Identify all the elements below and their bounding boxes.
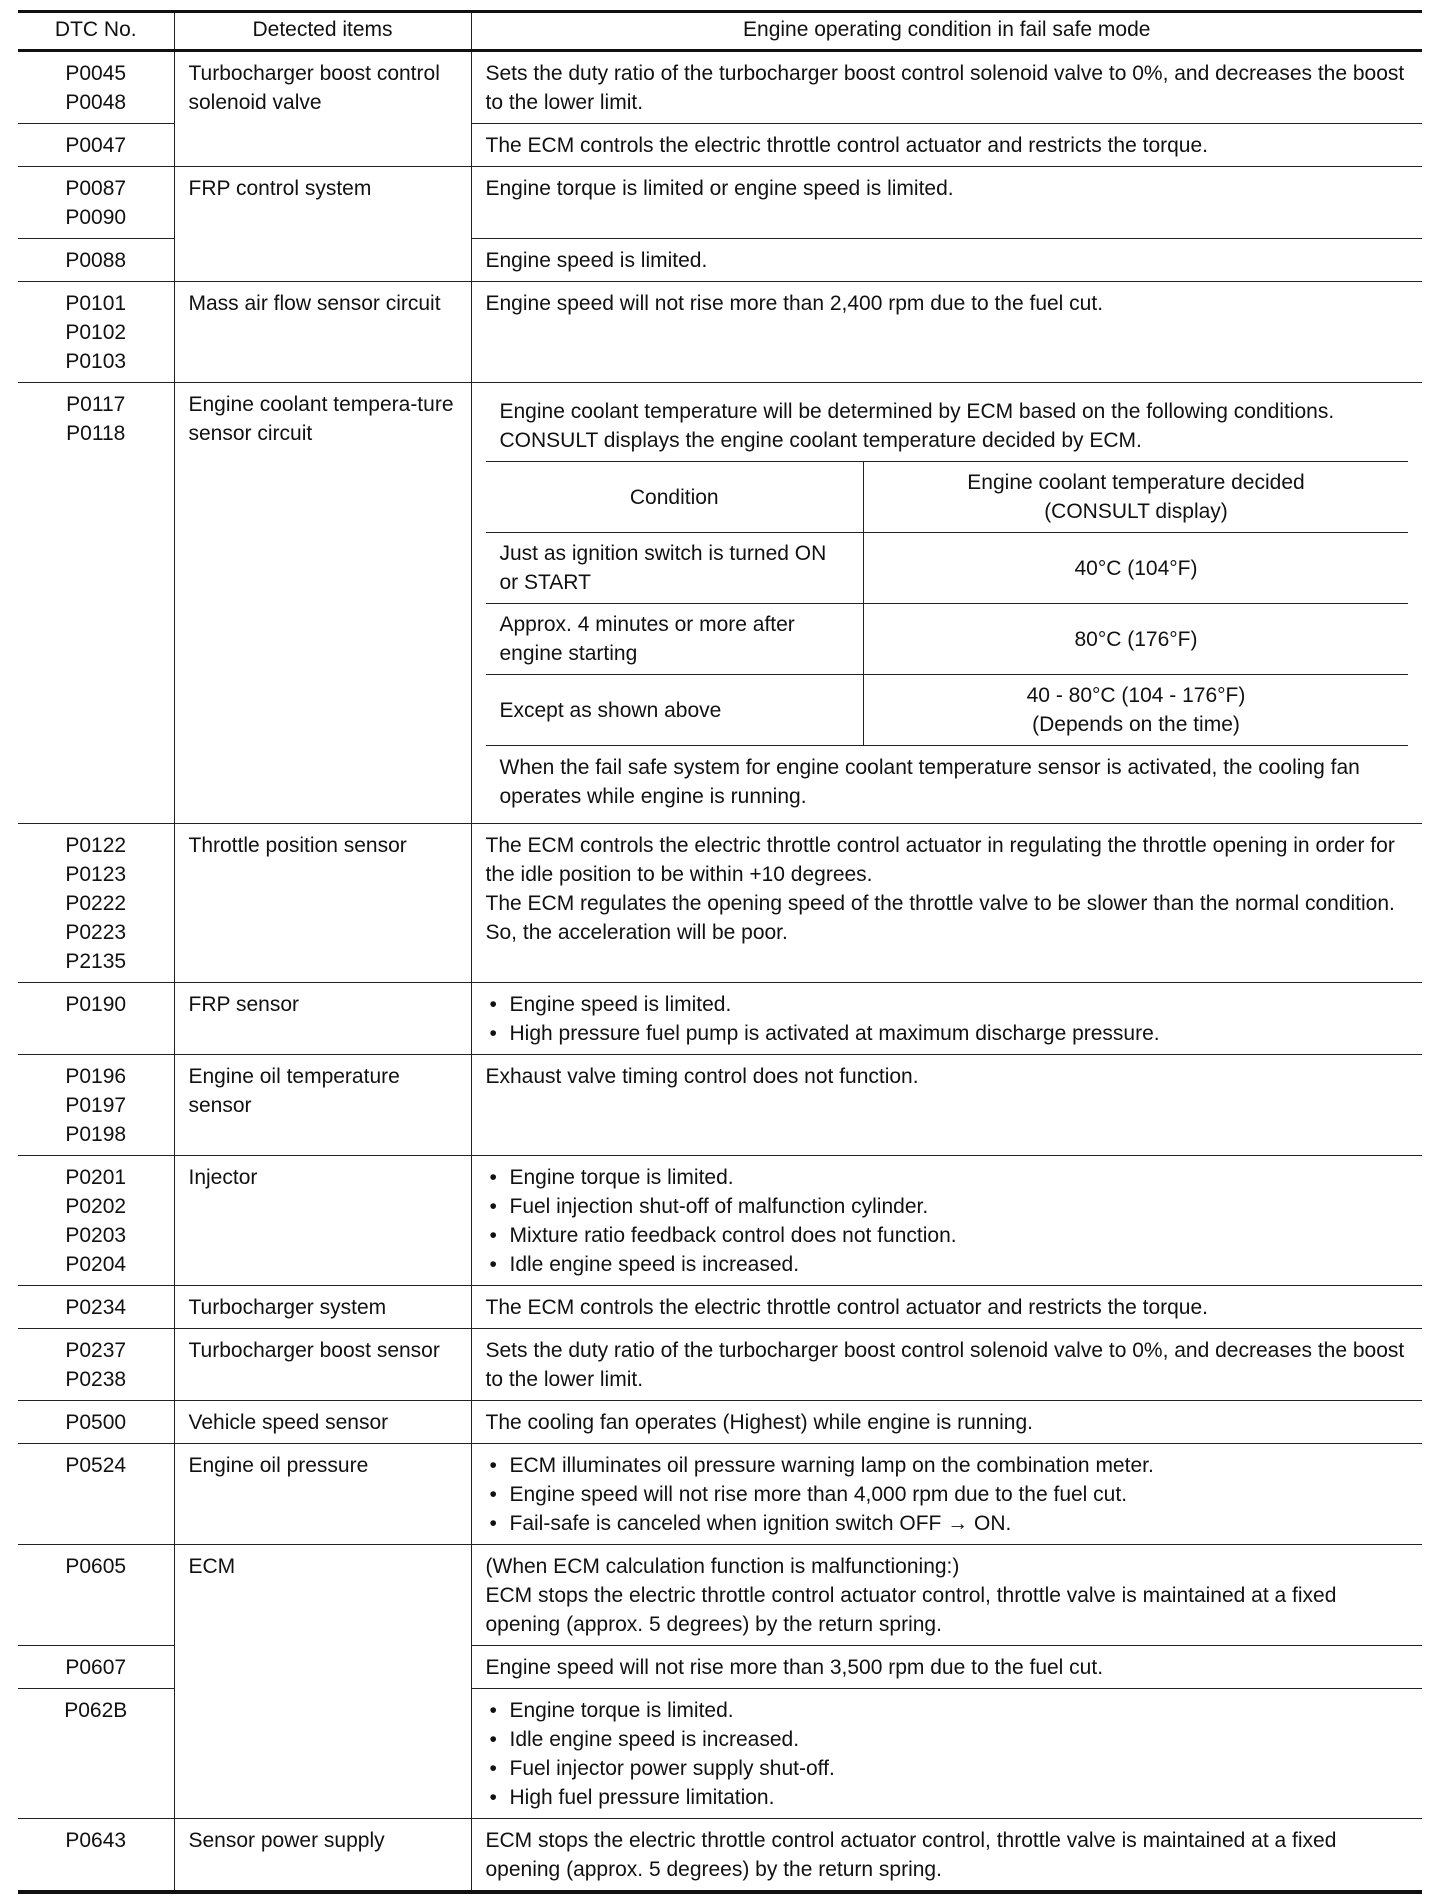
dtc-cell bbox=[18, 167, 174, 239]
subtable-header-temperature-line: (CONSULT display) bbox=[1044, 500, 1228, 523]
bullet-text: Engine speed is limited. bbox=[509, 993, 732, 1016]
bullet-text: High pressure fuel pump is activated at maximum discharge pressure. bbox=[509, 1022, 1160, 1045]
dtc-cell bbox=[18, 1401, 174, 1444]
dtc-code: P0118 bbox=[66, 422, 126, 445]
dtc-cell bbox=[18, 1444, 174, 1545]
dtc-code: P0201 bbox=[65, 1166, 127, 1189]
table-row bbox=[18, 1545, 1422, 1646]
condition-cell bbox=[471, 1689, 1422, 1819]
dtc-cell bbox=[18, 282, 174, 383]
dtc-cell bbox=[18, 983, 174, 1055]
table-row bbox=[18, 51, 1422, 124]
dtc-code: P0101 bbox=[65, 292, 127, 315]
bullet-item bbox=[486, 1163, 1409, 1192]
subtable-header-temperature bbox=[864, 462, 1409, 533]
bullet-list bbox=[486, 990, 1409, 1048]
detected-item-cell: Turbocharger boost sensor bbox=[174, 1329, 471, 1401]
fail-safe-document bbox=[18, 10, 1422, 1894]
bullet-dot: • bbox=[489, 1454, 497, 1477]
header-dtc: DTC No. bbox=[18, 12, 174, 51]
table-header-row bbox=[18, 12, 1422, 51]
condition-cell bbox=[471, 1545, 1422, 1646]
dtc-code: P0203 bbox=[65, 1224, 127, 1247]
subtable-header-row bbox=[486, 462, 1409, 533]
bullet-text: High fuel pressure limitation. bbox=[509, 1786, 775, 1809]
dtc-code: P0190 bbox=[65, 993, 127, 1016]
dtc-code: P0103 bbox=[65, 350, 127, 373]
subtable-temperature-line: 40°C (104°F) bbox=[1074, 556, 1198, 580]
dtc-code: P0234 bbox=[65, 1296, 127, 1319]
subtable-row bbox=[486, 675, 1409, 746]
coolant-temperature-subtable bbox=[486, 461, 1409, 746]
bullet-item bbox=[486, 1250, 1409, 1279]
header-detected-items: Detected items bbox=[174, 12, 471, 51]
bullet-item bbox=[486, 1696, 1409, 1725]
condition-cell: Engine torque is limited or engine speed is limited. bbox=[471, 167, 1422, 239]
bullet-text: Fail-safe is canceled when ignition switch OFF → ON. bbox=[509, 1512, 1012, 1535]
bullet-text: Idle engine speed is increased. bbox=[509, 1728, 800, 1751]
dtc-code: P0045 bbox=[65, 62, 127, 85]
subtable-temperature-line: 40 - 80°C (104 - 176°F) bbox=[1026, 684, 1246, 707]
bullet-item bbox=[486, 1451, 1409, 1480]
detected-item-cell: Sensor power supply bbox=[174, 1819, 471, 1893]
detected-item-cell: Vehicle speed sensor bbox=[174, 1401, 471, 1444]
dtc-cell bbox=[18, 239, 174, 282]
dtc-cell bbox=[18, 1156, 174, 1286]
dtc-cell bbox=[18, 383, 174, 824]
table-row bbox=[18, 1401, 1422, 1444]
table-row bbox=[18, 824, 1422, 983]
dtc-code: P0196 bbox=[65, 1065, 127, 1088]
subtable-row bbox=[486, 604, 1409, 675]
coolant-outro: When the fail safe system for engine coolant temperature sensor is activated, the cooling fan operates while engine is running. bbox=[499, 756, 1360, 808]
dtc-code: P0198 bbox=[65, 1123, 127, 1146]
detected-item-cell: Mass air flow sensor circuit bbox=[174, 282, 471, 383]
bullet-dot: • bbox=[489, 1022, 497, 1045]
condition-line: ECM stops the electric throttle control actuator control, throttle valve is maintained at a fixed opening (approx. 5 degrees) by the return spring. bbox=[485, 1584, 1337, 1636]
dtc-code: P0102 bbox=[65, 321, 127, 344]
dtc-code: P0607 bbox=[65, 1656, 127, 1679]
bullet-text: Mixture ratio feedback control does not function. bbox=[509, 1224, 957, 1247]
bullet-item bbox=[486, 1783, 1409, 1812]
dtc-cell bbox=[18, 1055, 174, 1156]
dtc-code: P0087 bbox=[65, 177, 127, 200]
table-row bbox=[18, 983, 1422, 1055]
dtc-code: P0204 bbox=[65, 1253, 127, 1276]
table-row bbox=[18, 383, 1422, 824]
table-row bbox=[18, 1444, 1422, 1545]
table-row bbox=[18, 282, 1422, 383]
bullet-dot: • bbox=[489, 1757, 497, 1780]
condition-cell: Engine speed is limited. bbox=[471, 239, 1422, 282]
bullet-list bbox=[486, 1451, 1409, 1538]
bullet-text: Engine speed will not rise more than 4,000 rpm due to the fuel cut. bbox=[509, 1483, 1128, 1506]
dtc-code: P0123 bbox=[65, 863, 127, 886]
condition-cell bbox=[471, 383, 1422, 824]
subtable-temperature-line: 80°C (176°F) bbox=[1074, 627, 1198, 651]
subtable-temperature bbox=[864, 675, 1409, 746]
bullet-dot: • bbox=[489, 1224, 497, 1247]
dtc-cell bbox=[18, 1286, 174, 1329]
condition-cell: Exhaust valve timing control does not function. bbox=[471, 1055, 1422, 1156]
detected-item-cell: Engine oil pressure bbox=[174, 1444, 471, 1545]
dtc-cell bbox=[18, 1646, 174, 1689]
subtable-condition: Except as shown above bbox=[486, 675, 864, 746]
dtc-code: P0048 bbox=[65, 91, 127, 114]
condition-cell: ECM stops the electric throttle control actuator control, throttle valve is maintained at a fixed opening (approx. 5 degrees) by the return spring. bbox=[471, 1819, 1422, 1893]
condition-line: The ECM regulates the opening speed of the throttle valve to be slower than the normal condition. bbox=[485, 892, 1395, 915]
subtable-header-condition: Condition bbox=[486, 462, 864, 533]
dtc-code: P0047 bbox=[65, 134, 127, 157]
condition-cell bbox=[471, 1156, 1422, 1286]
bullet-text: Fuel injector power supply shut-off. bbox=[509, 1757, 835, 1780]
subtable-temperature bbox=[864, 533, 1409, 604]
bullet-text: Engine torque is limited. bbox=[509, 1699, 734, 1722]
subtable-header-temperature-line: Engine coolant temperature decided bbox=[967, 471, 1305, 494]
dtc-code: P0197 bbox=[65, 1094, 127, 1117]
dtc-code: P0223 bbox=[65, 921, 127, 944]
dtc-code: P0122 bbox=[65, 834, 127, 857]
bullet-list bbox=[486, 1696, 1409, 1812]
coolant-intro: Engine coolant temperature will be determined by ECM based on the following conditions. CONSULT displays the engine coolant temperature decided by ECM. bbox=[499, 400, 1335, 452]
dtc-cell bbox=[18, 1819, 174, 1893]
header-engine-condition: Engine operating condition in fail safe mode bbox=[471, 12, 1422, 51]
bullet-item bbox=[486, 1725, 1409, 1754]
subtable-temperature-line: (Depends on the time) bbox=[1032, 713, 1240, 736]
bullet-item bbox=[486, 1192, 1409, 1221]
subtable-row bbox=[486, 533, 1409, 604]
bullet-dot: • bbox=[489, 1195, 497, 1218]
condition-cell bbox=[471, 1444, 1422, 1545]
detected-item-cell: FRP control system bbox=[174, 167, 471, 282]
dtc-cell bbox=[18, 824, 174, 983]
table-row bbox=[18, 1329, 1422, 1401]
bullet-dot: • bbox=[489, 1699, 497, 1722]
dtc-code: P0524 bbox=[65, 1454, 127, 1477]
dtc-cell bbox=[18, 1689, 174, 1819]
bullet-dot: • bbox=[489, 1253, 497, 1276]
condition-cell: Engine speed will not rise more than 3,500 rpm due to the fuel cut. bbox=[471, 1646, 1422, 1689]
dtc-cell bbox=[18, 124, 174, 167]
condition-cell: Sets the duty ratio of the turbocharger boost control solenoid valve to 0%, and decreases the boost to the lower limit. bbox=[471, 51, 1422, 124]
bullet-text: ECM illuminates oil pressure warning lamp on the combination meter. bbox=[509, 1454, 1154, 1477]
dtc-cell bbox=[18, 51, 174, 124]
dtc-code: P0222 bbox=[65, 892, 127, 915]
dtc-code: P0237 bbox=[65, 1339, 127, 1362]
table-row bbox=[18, 1055, 1422, 1156]
table-row bbox=[18, 167, 1422, 239]
bullet-dot: • bbox=[489, 1166, 497, 1189]
bullet-text: Fuel injection shut-off of malfunction cylinder. bbox=[509, 1195, 929, 1218]
subtable-temperature bbox=[864, 604, 1409, 675]
bullet-item bbox=[486, 1480, 1409, 1509]
dtc-code: P0117 bbox=[66, 393, 126, 416]
dtc-code: P0088 bbox=[65, 249, 127, 272]
detected-item-cell: FRP sensor bbox=[174, 983, 471, 1055]
dtc-code: P2135 bbox=[65, 950, 127, 973]
condition-cell bbox=[471, 983, 1422, 1055]
detected-item-cell: Engine oil temperature sensor bbox=[174, 1055, 471, 1156]
bullet-dot: • bbox=[489, 1483, 497, 1506]
bullet-item bbox=[486, 1509, 1409, 1538]
detected-item-cell: Turbocharger system bbox=[174, 1286, 471, 1329]
dtc-code: P0238 bbox=[65, 1368, 127, 1391]
detected-item-cell: Throttle position sensor bbox=[174, 824, 471, 983]
condition-cell: The ECM controls the electric throttle control actuator and restricts the torque. bbox=[471, 124, 1422, 167]
bullet-dot: • bbox=[489, 1728, 497, 1751]
table-row bbox=[18, 1819, 1422, 1893]
subtable-condition: Approx. 4 minutes or more after engine starting bbox=[486, 604, 864, 675]
detected-item-cell: Injector bbox=[174, 1156, 471, 1286]
bullet-text: Idle engine speed is increased. bbox=[509, 1253, 800, 1276]
table-row bbox=[18, 1286, 1422, 1329]
bullet-dot: • bbox=[489, 1786, 497, 1809]
dtc-code: P0500 bbox=[65, 1411, 127, 1434]
detected-item-cell: ECM bbox=[174, 1545, 471, 1819]
subtable-condition: Just as ignition switch is turned ON or START bbox=[486, 533, 864, 604]
bullet-item bbox=[486, 990, 1409, 1019]
table-row bbox=[18, 1156, 1422, 1286]
dtc-code: P0202 bbox=[65, 1195, 127, 1218]
dtc-cell bbox=[18, 1329, 174, 1401]
bullet-item bbox=[486, 1019, 1409, 1048]
condition-cell: Engine speed will not rise more than 2,400 rpm due to the fuel cut. bbox=[471, 282, 1422, 383]
condition-line: The ECM controls the electric throttle control actuator in regulating the throttle opening in order for the idle position to be within +10 degrees. bbox=[485, 834, 1395, 886]
bullet-dot: • bbox=[489, 1512, 497, 1535]
dtc-code: P0090 bbox=[65, 206, 127, 229]
bullet-item bbox=[486, 1221, 1409, 1250]
condition-cell: Sets the duty ratio of the turbocharger boost control solenoid valve to 0%, and decreases the boost to the lower limit. bbox=[471, 1329, 1422, 1401]
condition-cell: The ECM controls the electric throttle control actuator and restricts the torque. bbox=[471, 1286, 1422, 1329]
condition-cell bbox=[471, 824, 1422, 983]
dtc-cell bbox=[18, 1545, 174, 1646]
dtc-code: P062B bbox=[64, 1699, 128, 1722]
dtc-code: P0643 bbox=[65, 1829, 127, 1852]
bullet-text: Engine torque is limited. bbox=[509, 1166, 734, 1189]
condition-line: So, the acceleration will be poor. bbox=[485, 921, 788, 944]
detected-item-cell: Engine coolant tempera-ture sensor circuit bbox=[174, 383, 471, 824]
fail-safe-table bbox=[18, 10, 1422, 1894]
dtc-code: P0605 bbox=[65, 1555, 127, 1578]
condition-cell: The cooling fan operates (Highest) while engine is running. bbox=[471, 1401, 1422, 1444]
condition-line: (When ECM calculation function is malfunctioning:) bbox=[485, 1555, 960, 1578]
detected-item-cell: Turbocharger boost control solenoid valve bbox=[174, 51, 471, 167]
bullet-list bbox=[486, 1163, 1409, 1279]
bullet-item bbox=[486, 1754, 1409, 1783]
bullet-dot: • bbox=[489, 993, 497, 1016]
